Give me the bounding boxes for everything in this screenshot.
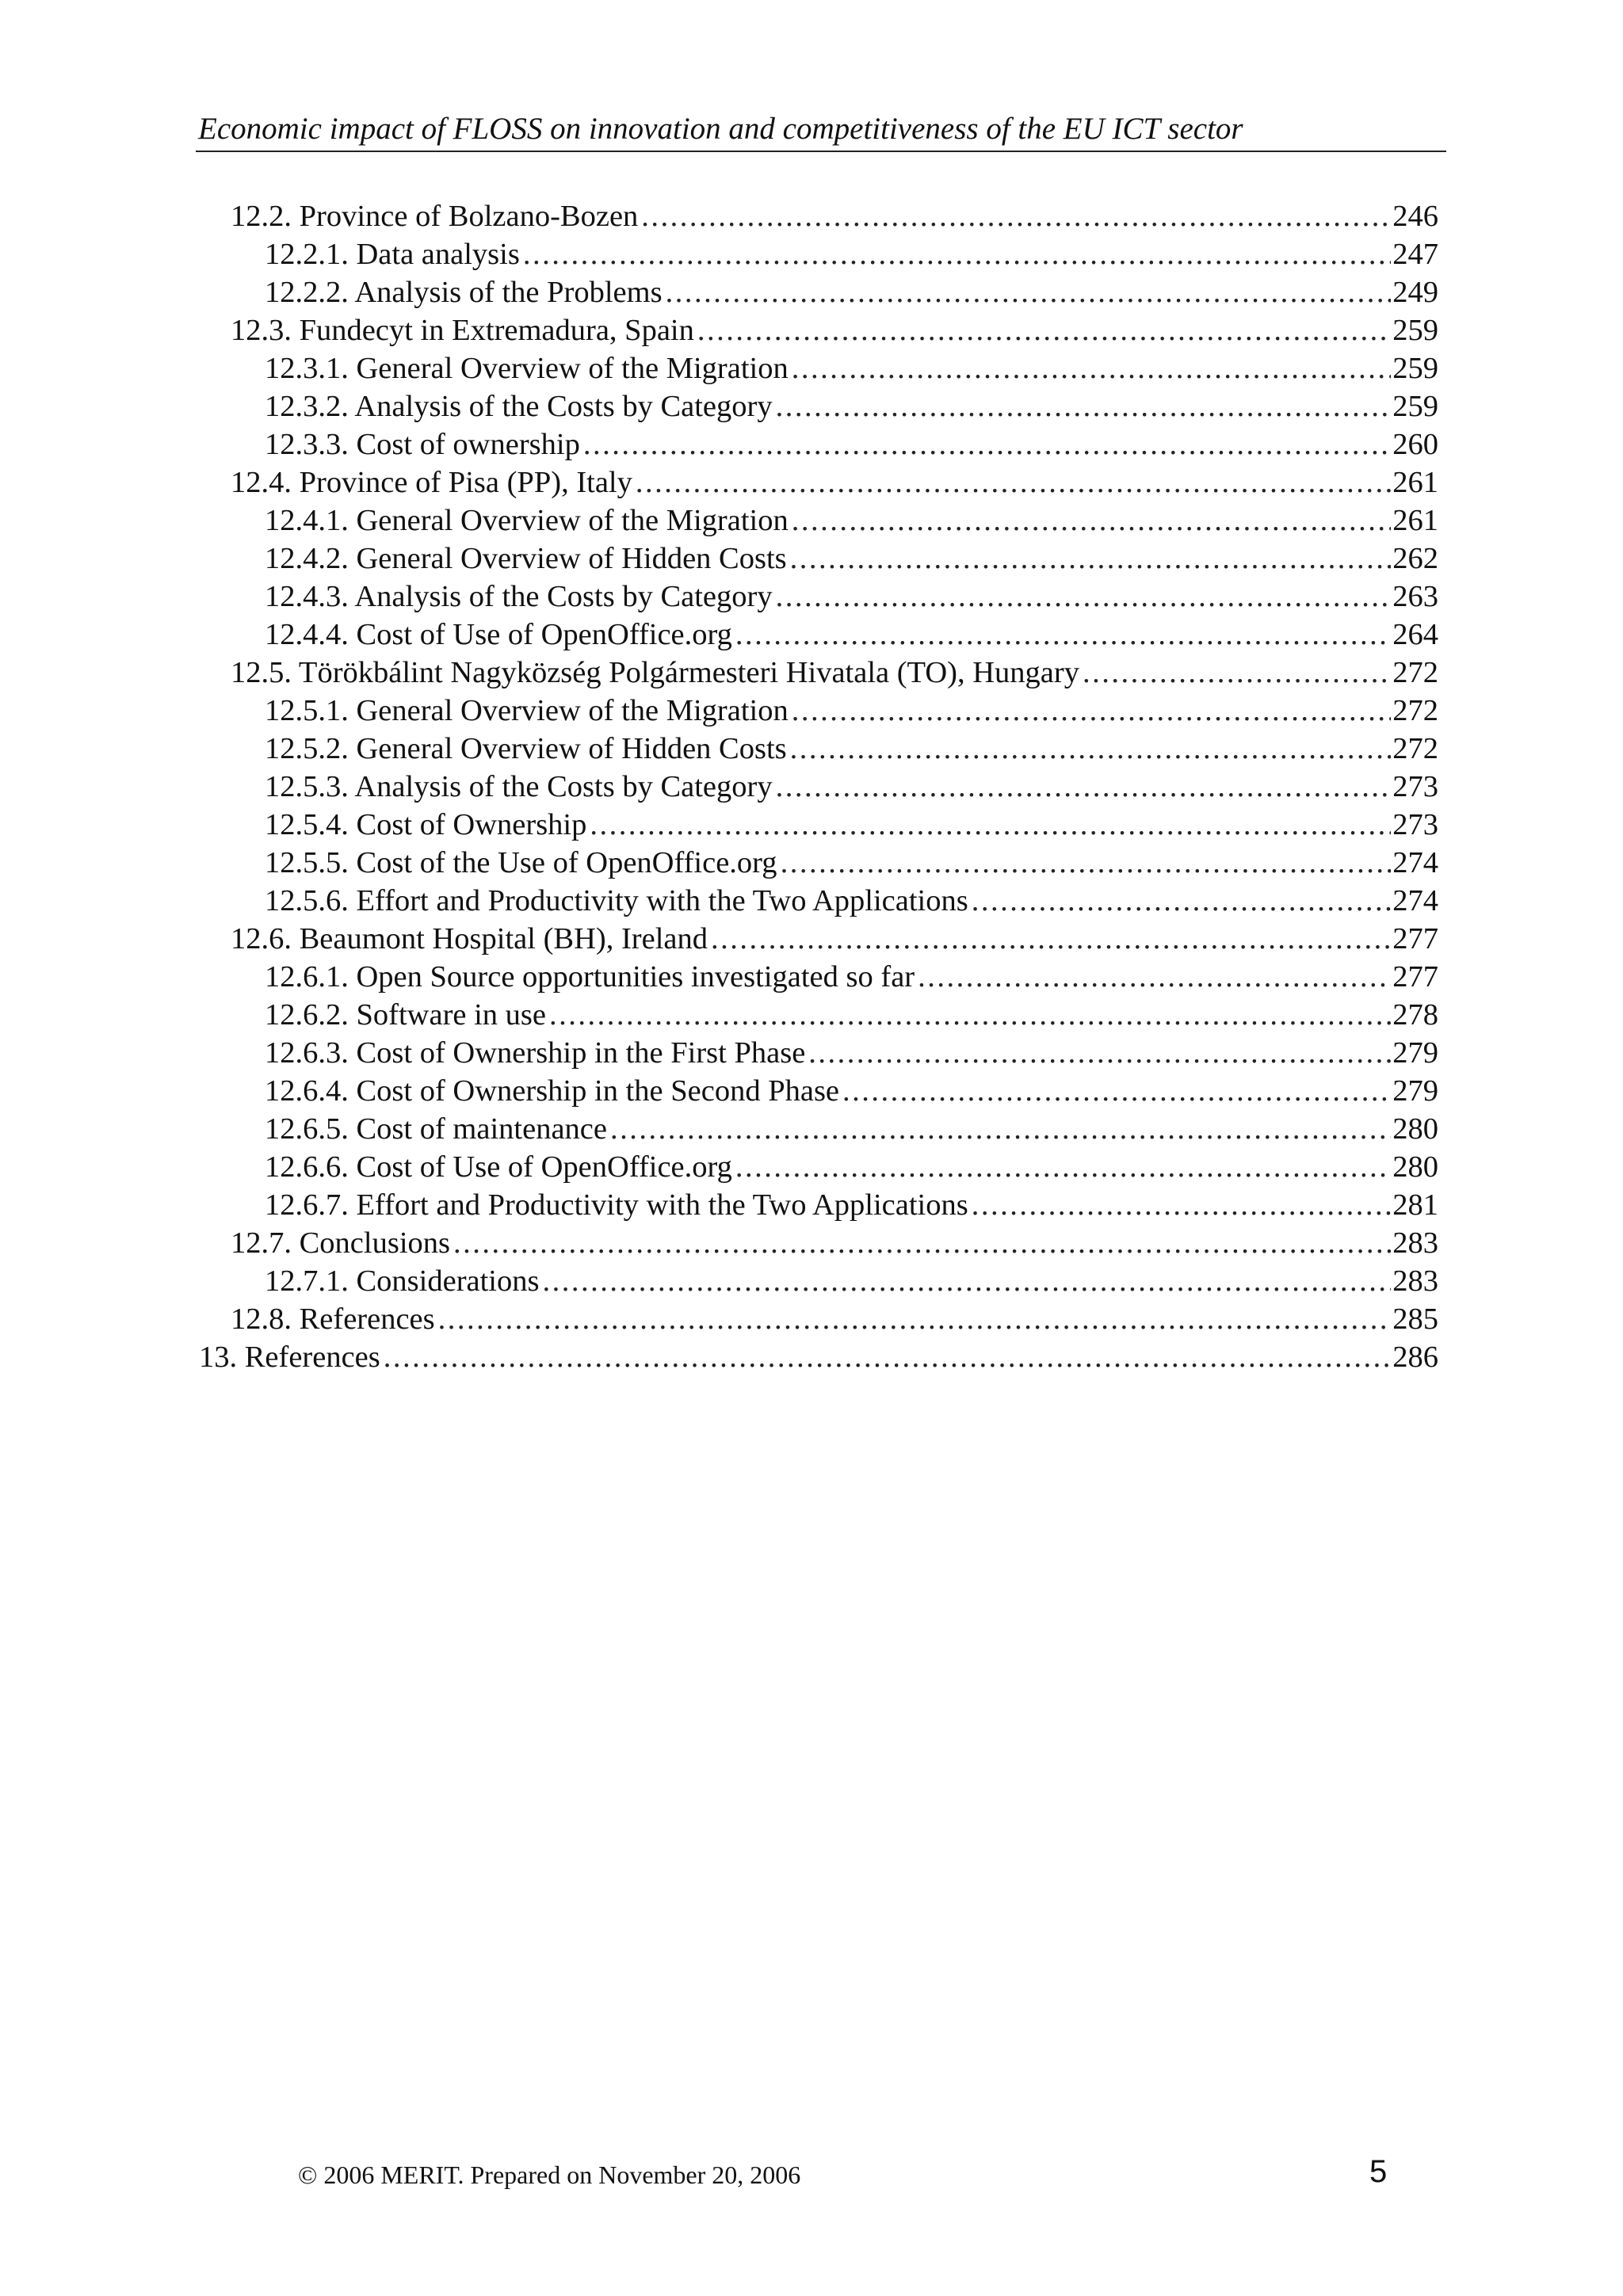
toc-dot-leader: [790, 540, 1392, 578]
toc-entry-page: 259: [1392, 352, 1438, 385]
toc-entry-page: 273: [1392, 770, 1438, 803]
toc-entry-label: 12.4.4. Cost of Use of OpenOffice.org: [265, 616, 735, 654]
toc-dot-leader: [776, 387, 1392, 425]
toc-entry[interactable]: [196, 1262, 1446, 1300]
toc-dot-leader: [641, 197, 1391, 235]
toc-entry-page: 285: [1392, 1302, 1438, 1336]
toc-dot-leader: [590, 806, 1391, 844]
toc-dot-leader: [453, 1224, 1391, 1262]
toc-dot-leader: [1083, 654, 1391, 692]
toc-entry-label: 12.6.1. Open Source opportunities investigated so far: [265, 958, 918, 996]
toc-entry-label: 12.5.6. Effort and Productivity with the Two Applications: [265, 882, 972, 920]
toc-dot-leader: [972, 1186, 1392, 1224]
toc-entry-page: 279: [1392, 1036, 1438, 1070]
toc-entry[interactable]: [196, 502, 1446, 540]
toc-entry-label: 12.3.1. General Overview of the Migration: [265, 349, 792, 387]
toc-entry[interactable]: [196, 806, 1446, 844]
table-of-contents: [196, 197, 1446, 1376]
toc-dot-leader: [735, 1148, 1391, 1186]
toc-entry-page: 279: [1392, 1074, 1438, 1108]
toc-dot-leader: [542, 1262, 1391, 1300]
toc-entry-label: 12.3.2. Analysis of the Costs by Category: [265, 387, 776, 425]
toc-entry[interactable]: [196, 197, 1446, 235]
toc-dot-leader: [636, 463, 1391, 502]
toc-entry[interactable]: [196, 1300, 1446, 1338]
toc-entry-label: 12.7.1. Considerations: [265, 1262, 542, 1300]
toc-dot-leader: [792, 502, 1392, 540]
toc-entry[interactable]: [196, 349, 1446, 387]
toc-dot-leader: [781, 844, 1392, 882]
toc-entry-label: 12.6.7. Effort and Productivity with the Two Applications: [265, 1186, 972, 1224]
toc-entry-page: 264: [1392, 618, 1438, 651]
toc-entry-label: 12.2.1. Data analysis: [265, 235, 523, 273]
toc-entry-page: 272: [1392, 656, 1438, 689]
toc-entry-label: 12.6.5. Cost of maintenance: [265, 1110, 610, 1148]
toc-entry[interactable]: [196, 996, 1446, 1034]
toc-entry-page: 280: [1392, 1150, 1438, 1184]
toc-entry[interactable]: [196, 882, 1446, 920]
toc-dot-leader: [918, 958, 1391, 996]
toc-entry[interactable]: [196, 1148, 1446, 1186]
toc-entry-page: 246: [1392, 200, 1438, 233]
toc-entry-page: 277: [1392, 922, 1438, 955]
toc-entry[interactable]: [196, 463, 1446, 502]
toc-entry-page: 249: [1392, 276, 1438, 309]
toc-entry-label: 12.2.2. Analysis of the Problems: [265, 273, 666, 311]
toc-entry-label: 12.7. Conclusions: [231, 1224, 453, 1262]
toc-entry-page: 263: [1392, 580, 1438, 613]
toc-entry[interactable]: [196, 540, 1446, 578]
toc-entry[interactable]: [196, 730, 1446, 768]
toc-dot-leader: [711, 920, 1391, 958]
toc-entry-label: 12.6.6. Cost of Use of OpenOffice.org: [265, 1148, 735, 1186]
toc-entry[interactable]: [196, 1034, 1446, 1072]
toc-entry[interactable]: [196, 1186, 1446, 1224]
toc-entry-page: 278: [1392, 998, 1438, 1032]
toc-dot-leader: [792, 349, 1392, 387]
toc-entry[interactable]: [196, 425, 1446, 463]
toc-dot-leader: [735, 616, 1391, 654]
toc-entry[interactable]: [196, 768, 1446, 806]
toc-entry-label: 12.2. Province of Bolzano-Bozen: [231, 197, 641, 235]
toc-entry-label: 12.6.3. Cost of Ownership in the First Phase: [265, 1034, 808, 1072]
toc-dot-leader: [776, 768, 1392, 806]
toc-entry-label: 12.3.3. Cost of ownership: [265, 425, 583, 463]
toc-entry-label: 12.8. References: [231, 1300, 438, 1338]
toc-entry[interactable]: [196, 311, 1446, 349]
toc-dot-leader: [697, 311, 1391, 349]
toc-dot-leader: [666, 273, 1392, 311]
toc-dot-leader: [792, 692, 1392, 730]
toc-entry-page: 277: [1392, 960, 1438, 994]
toc-entry[interactable]: [196, 235, 1446, 273]
toc-entry-page: 262: [1392, 542, 1438, 575]
toc-entry-label: 12.5.3. Analysis of the Costs by Category: [265, 768, 776, 806]
toc-entry[interactable]: [196, 692, 1446, 730]
toc-dot-leader: [438, 1300, 1392, 1338]
footer-copyright: © 2006 MERIT. Prepared on November 20, 2006: [298, 2161, 801, 2189]
running-header: [196, 111, 1446, 152]
toc-entry[interactable]: [196, 844, 1446, 882]
toc-dot-leader: [610, 1110, 1391, 1148]
toc-entry-label: 13. References: [199, 1338, 384, 1376]
toc-entry[interactable]: [196, 1072, 1446, 1110]
toc-entry-page: 274: [1392, 846, 1438, 879]
toc-entry-page: 272: [1392, 694, 1438, 727]
toc-entry-page: 280: [1392, 1112, 1438, 1146]
toc-entry[interactable]: [196, 1224, 1446, 1262]
toc-entry-page: 247: [1392, 238, 1438, 271]
toc-entry-page: 260: [1392, 428, 1438, 461]
toc-entry-label: 12.5.5. Cost of the Use of OpenOffice.org: [265, 844, 781, 882]
header-title: Economic impact of FLOSS on innovation and competitiveness of the EU ICT sector: [198, 112, 1243, 146]
toc-entry-label: 12.5. Törökbálint Nagyközség Polgármesteri Hivatala (TO), Hungary: [231, 654, 1083, 692]
toc-entry-page: 259: [1392, 390, 1438, 423]
toc-entry[interactable]: [196, 1110, 1446, 1148]
toc-dot-leader: [384, 1338, 1392, 1376]
toc-entry-page: 273: [1392, 808, 1438, 841]
toc-entry[interactable]: [196, 1338, 1446, 1376]
toc-dot-leader: [523, 235, 1391, 273]
toc-dot-leader: [842, 1072, 1391, 1110]
toc-dot-leader: [776, 578, 1392, 616]
toc-entry[interactable]: [196, 578, 1446, 616]
toc-entry-label: 12.4.2. General Overview of Hidden Costs: [265, 540, 790, 578]
toc-entry-label: 12.4.1. General Overview of the Migration: [265, 502, 792, 540]
toc-entry-page: 283: [1392, 1264, 1438, 1298]
toc-entry-page: 281: [1392, 1188, 1438, 1222]
toc-dot-leader: [549, 996, 1391, 1034]
toc-entry[interactable]: [196, 920, 1446, 958]
toc-entry-label: 12.5.4. Cost of Ownership: [265, 806, 590, 844]
toc-entry-page: 283: [1392, 1226, 1438, 1260]
page-number: 5: [1369, 2154, 1388, 2189]
toc-entry[interactable]: [196, 958, 1446, 996]
toc-entry-page: 272: [1392, 732, 1438, 765]
toc-entry-page: 286: [1392, 1341, 1438, 1374]
toc-dot-leader: [972, 882, 1392, 920]
toc-entry-page: 261: [1392, 466, 1438, 499]
toc-entry-page: 259: [1392, 314, 1438, 347]
toc-entry-label: 12.6.2. Software in use: [265, 996, 549, 1034]
toc-entry[interactable]: [196, 616, 1446, 654]
toc-dot-leader: [583, 425, 1391, 463]
toc-entry-page: 274: [1392, 884, 1438, 917]
toc-entry-label: 12.5.2. General Overview of Hidden Costs: [265, 730, 790, 768]
toc-entry-label: 12.4.3. Analysis of the Costs by Category: [265, 578, 776, 616]
toc-entry-label: 12.4. Province of Pisa (PP), Italy: [231, 463, 636, 502]
toc-entry[interactable]: [196, 273, 1446, 311]
toc-dot-leader: [808, 1034, 1391, 1072]
toc-entry-page: 261: [1392, 504, 1438, 537]
toc-entry-label: 12.6. Beaumont Hospital (BH), Ireland: [231, 920, 711, 958]
toc-dot-leader: [790, 730, 1392, 768]
toc-entry[interactable]: [196, 387, 1446, 425]
toc-entry-label: 12.3. Fundecyt in Extremadura, Spain: [231, 311, 697, 349]
toc-entry-label: 12.5.1. General Overview of the Migration: [265, 692, 792, 730]
toc-entry[interactable]: [196, 654, 1446, 692]
toc-entry-label: 12.6.4. Cost of Ownership in the Second Phase: [265, 1072, 842, 1110]
